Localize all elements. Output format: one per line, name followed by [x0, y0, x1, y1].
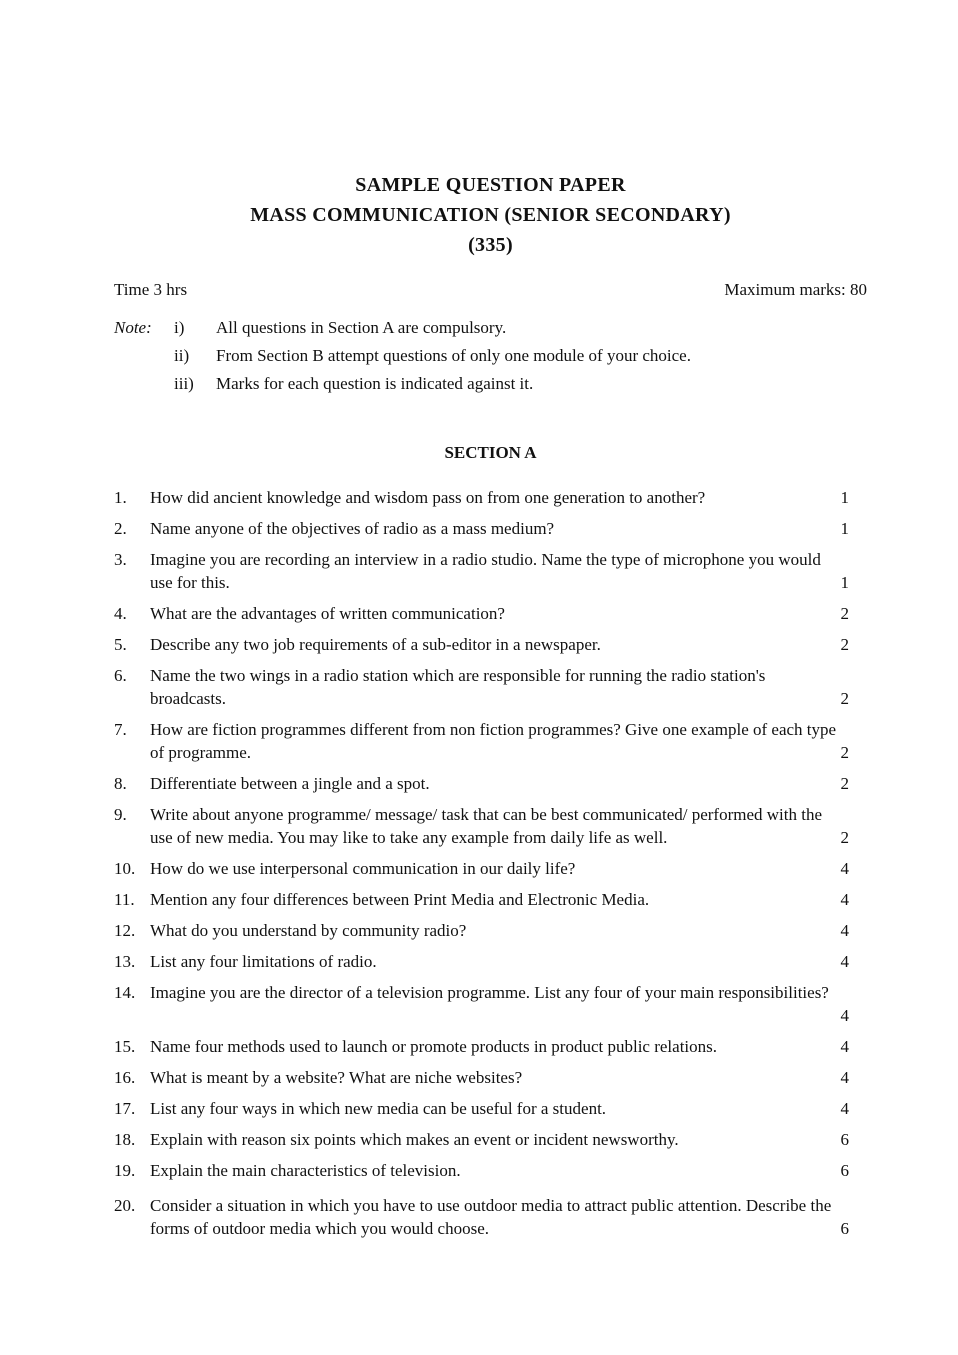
question-item: [114, 602, 867, 625]
question-text-continued: broadcasts.: [150, 689, 227, 708]
question-item: [114, 772, 867, 795]
question-text: Consider a situation in which you have to use outdoor media to attract public attention. Describe the: [150, 1196, 832, 1215]
question-list: [114, 486, 867, 1240]
question-item: [114, 857, 867, 880]
question-text-continued: of programme.: [150, 743, 252, 762]
question-item: [114, 919, 867, 942]
question-number: 3.: [114, 550, 127, 569]
question-number: 4.: [114, 604, 127, 623]
question-text: How are fiction programmes different from non fiction programmes? Give one example of each type: [150, 720, 837, 739]
question-text: Write about anyone programme/ message/ task that can be best communicated/ performed with the: [150, 805, 823, 824]
question-number: 20.: [114, 1196, 136, 1215]
question-item: [114, 1066, 867, 1089]
question-text-continued: use for this.: [150, 573, 230, 592]
question-marks: 2: [840, 774, 849, 793]
paper-meta: [114, 278, 867, 301]
instruction-number: ii): [174, 345, 190, 365]
instruction-number: iii): [174, 373, 194, 393]
question-marks: 4: [840, 1099, 849, 1118]
section-heading: SECTION A: [444, 443, 537, 462]
question-paper: [114, 170, 867, 1248]
question-number: 18.: [114, 1130, 136, 1149]
question-marks: 4: [840, 1006, 849, 1025]
question-text-continued: forms of outdoor media which you would choose.: [150, 1219, 489, 1238]
question-item: [114, 1194, 867, 1240]
question-text: List any four limitations of radio.: [150, 952, 377, 971]
instruction-item: [114, 313, 867, 341]
question-text: Explain with reason six points which makes an event or incident newsworthy.: [150, 1130, 679, 1149]
question-number: 12.: [114, 921, 136, 940]
question-number: 14.: [114, 983, 136, 1002]
question-item: [114, 950, 867, 973]
question-item: [114, 1128, 867, 1151]
question-marks: 2: [840, 604, 849, 623]
question-item: [114, 981, 867, 1027]
question-number: 11.: [114, 890, 135, 909]
time-allowed: Time 3 hrs: [114, 280, 188, 299]
question-item: [114, 664, 867, 710]
question-item: [114, 1097, 867, 1120]
question-marks: 4: [840, 1068, 849, 1087]
question-number: 15.: [114, 1037, 136, 1056]
question-number: 10.: [114, 859, 136, 878]
note-label: Note:: [114, 317, 152, 337]
question-text: Name the two wings in a radio station which are responsible for running the radio station's: [150, 666, 766, 685]
instruction-number: i): [174, 317, 185, 337]
question-marks: 4: [840, 921, 849, 940]
question-marks: 6: [840, 1219, 849, 1238]
question-item: [114, 803, 867, 849]
question-text: Differentiate between a jingle and a spot.: [150, 774, 430, 793]
question-item: [114, 633, 867, 656]
question-marks: 4: [840, 859, 849, 878]
question-text: What is meant by a website? What are niche websites?: [150, 1068, 523, 1087]
question-text: What do you understand by community radio?: [150, 921, 467, 940]
question-number: 6.: [114, 666, 127, 685]
question-text: Mention any four differences between Print Media and Electronic Media.: [150, 890, 650, 909]
question-marks: 6: [840, 1161, 849, 1180]
title-line-2: MASS COMMUNICATION (SENIOR SECONDARY): [250, 204, 731, 226]
question-marks: 4: [840, 952, 849, 971]
question-text: Imagine you are recording an interview in a radio studio. Name the type of microphone you would: [150, 550, 821, 569]
question-marks: 1: [840, 519, 849, 538]
question-marks: 2: [840, 828, 849, 847]
question-marks: 6: [840, 1130, 849, 1149]
paper-title: [114, 170, 867, 260]
question-marks: 1: [840, 488, 849, 507]
question-marks: 2: [840, 743, 849, 762]
question-number: 7.: [114, 720, 127, 739]
title-line-1: SAMPLE QUESTION PAPER: [355, 174, 626, 196]
question-number: 19.: [114, 1161, 136, 1180]
question-item: [114, 517, 867, 540]
question-marks: 1: [840, 573, 849, 592]
instruction-item: [114, 341, 867, 369]
question-number: 16.: [114, 1068, 136, 1087]
question-marks: 4: [840, 1037, 849, 1056]
question-item: [114, 1159, 867, 1182]
question-text: How did ancient knowledge and wisdom pass on from one generation to another?: [150, 488, 706, 507]
question-text-continued: use of new media. You may like to take any example from daily life as well.: [150, 828, 668, 847]
question-text: Imagine you are the director of a television programme. List any four of your main responsibilities?: [150, 983, 829, 1002]
question-text: List any four ways in which new media can be useful for a student.: [150, 1099, 607, 1118]
question-text: Name four methods used to launch or promote products in product public relations.: [150, 1037, 718, 1056]
instructions: [114, 313, 867, 397]
maximum-marks: Maximum marks: 80: [724, 280, 867, 299]
question-number: 2.: [114, 519, 127, 538]
question-number: 1.: [114, 488, 127, 507]
question-marks: 4: [840, 890, 849, 909]
question-item: [114, 718, 867, 764]
instruction-text: All questions in Section A are compulsory.: [216, 317, 507, 337]
title-line-3: (335): [468, 234, 513, 256]
question-number: 9.: [114, 805, 127, 824]
question-text: What are the advantages of written communication?: [150, 604, 505, 623]
question-number: 8.: [114, 774, 127, 793]
instruction-text: From Section B attempt questions of only one module of your choice.: [216, 345, 691, 365]
question-marks: 2: [840, 635, 849, 654]
question-item: [114, 888, 867, 911]
question-text: How do we use interpersonal communication in our daily life?: [150, 859, 576, 878]
instruction-text: Marks for each question is indicated against it.: [216, 373, 534, 393]
question-item: [114, 548, 867, 594]
question-item: [114, 1035, 867, 1058]
question-text: Explain the main characteristics of television.: [150, 1161, 461, 1180]
question-text: Name anyone of the objectives of radio as a mass medium?: [150, 519, 555, 538]
question-item: [114, 486, 867, 509]
instruction-item: [114, 369, 867, 397]
question-number: 17.: [114, 1099, 136, 1118]
question-text: Describe any two job requirements of a sub-editor in a newspaper.: [150, 635, 601, 654]
question-number: 13.: [114, 952, 136, 971]
question-marks: 2: [840, 689, 849, 708]
question-number: 5.: [114, 635, 127, 654]
